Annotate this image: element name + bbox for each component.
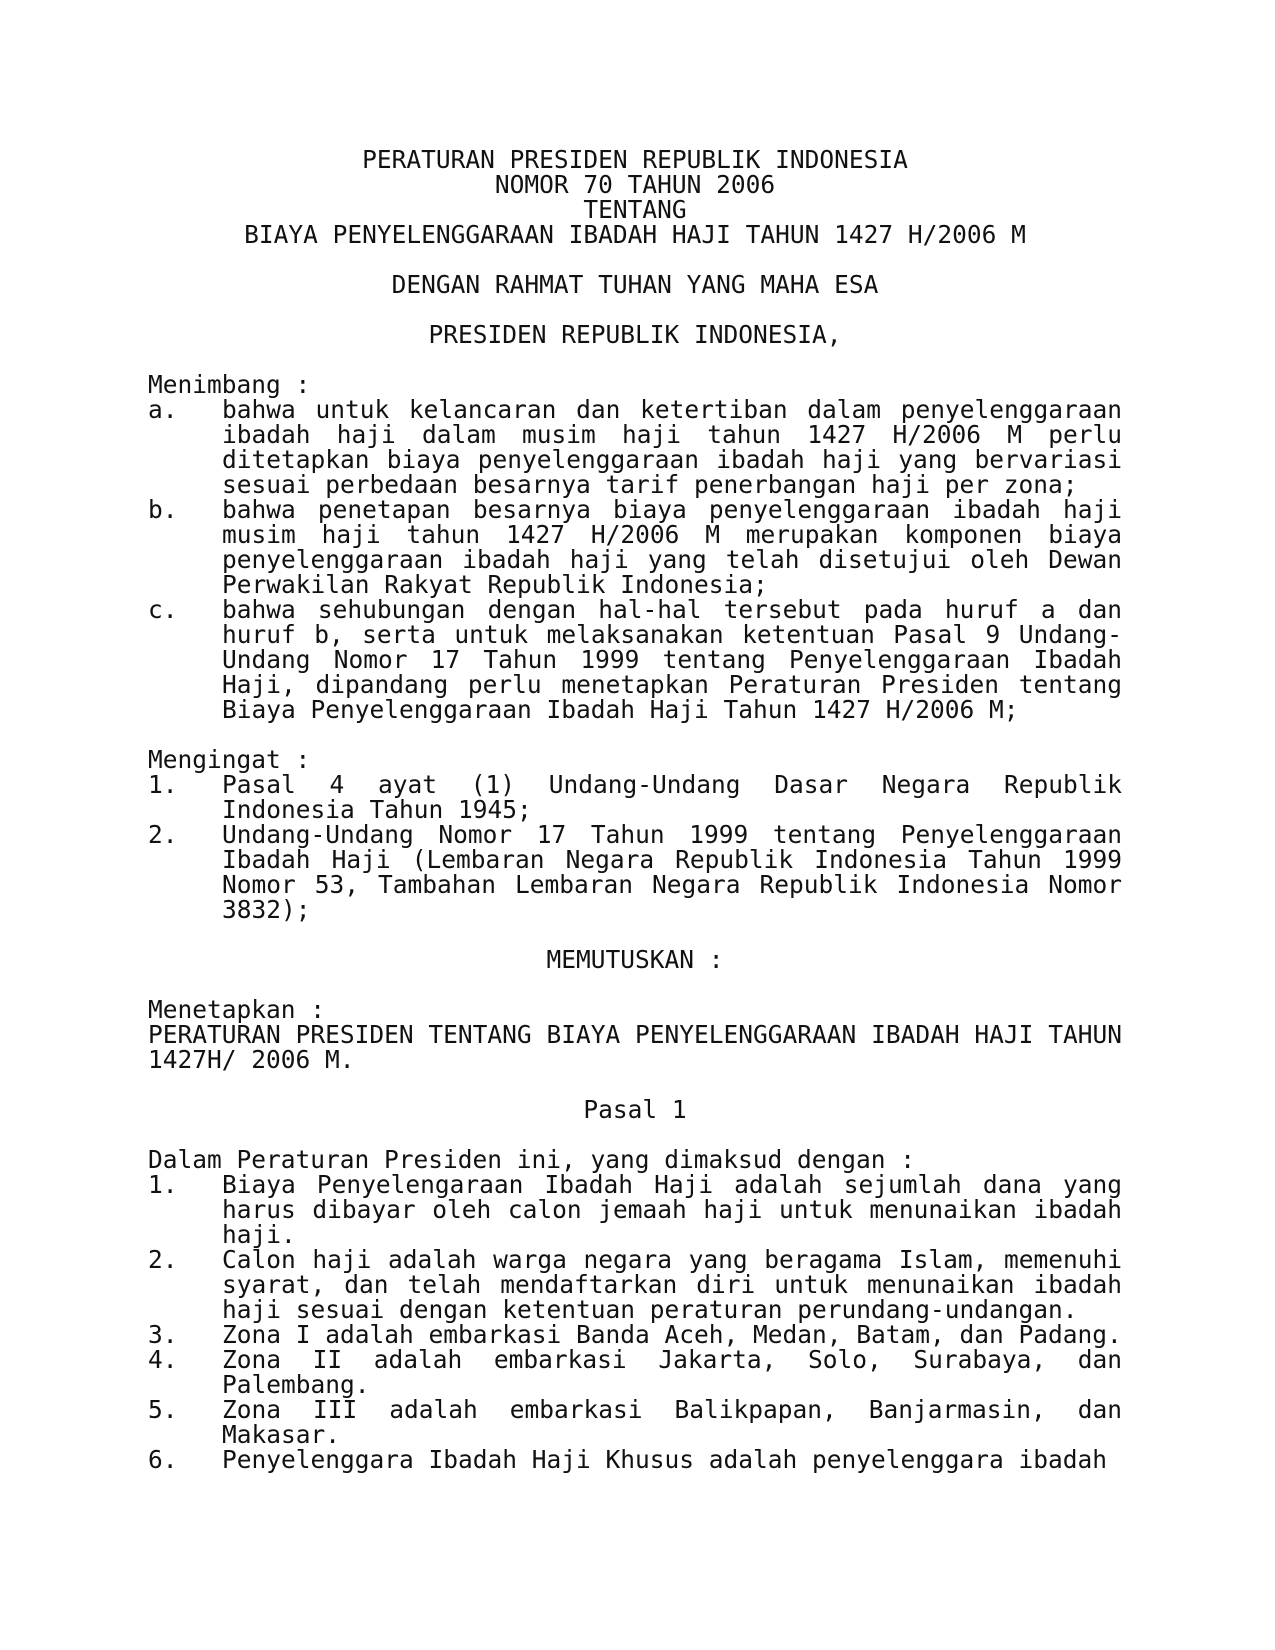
item-label: 6. [148,1445,178,1474]
menimbang-item [148,397,1122,497]
invocation: DENGAN RAHMAT TUHAN YANG MAHA ESA [391,270,879,299]
mengingat-heading: Mengingat : [148,745,311,774]
title-block [148,147,1122,247]
item-text: bahwa penetapan besarnya biaya penyelenggaraan ibadah haji musim haji tahun 1427 H/2006 M merupakan komponen biaya penyelenggaraan ibadah haji yang telah disetujui oleh Dewan Perwakilan Rakyat Republik Indonesia; [222,495,1122,599]
president-heading: PRESIDEN REPUBLIK INDONESIA, [428,320,842,349]
definition-item [148,1397,1122,1447]
memutuskan-heading: MEMUTUSKAN : [546,945,724,974]
item-label: 4. [148,1345,178,1374]
definition-item [148,1247,1122,1322]
item-text: bahwa sehubungan dengan hal-hal tersebut pada huruf a dan huruf b, serta untuk melaksanakan ketentuan Pasal 9 Undang-Undang Nomor 17 Tahun 1999 tentang Penyelenggaraan Ibadah Haji, dipandang perlu menetapkan Peraturan Presiden tentang Biaya Penyelenggaraan Ibadah Haji Tahun 1427 H/2006 M; [222,595,1122,724]
item-text: Zona II adalah embarkasi Jakarta, Solo, Surabaya, dan Palembang. [222,1345,1122,1399]
item-label: c. [148,595,178,624]
item-label: b. [148,495,178,524]
title-line-4: BIAYA PENYELENGGARAAN IBADAH HAJI TAHUN 1427 H/2006 M [244,220,1026,249]
menetapkan-text: PERATURAN PRESIDEN TENTANG BIAYA PENYELENGGARAAN IBADAH HAJI TAHUN 1427H/ 2006 M. [148,1020,1122,1074]
item-text: Zona I adalah embarkasi Banda Aceh, Medan, Batam, dan Padang. [222,1320,1122,1349]
item-label: 1. [148,770,178,799]
menetapkan-section [148,997,1122,1072]
mengingat-item [148,822,1122,922]
definition-item [148,1447,1122,1472]
item-text: Calon haji adalah warga negara yang beragama Islam, memenuhi syarat, dan telah mendaftarkan diri untuk menunaikan ibadah haji sesuai dengan ketentuan peraturan perundang-undangan. [222,1245,1122,1324]
item-text: bahwa untuk kelancaran dan ketertiban dalam penyelenggaraan ibadah haji dalam musim haji tahun 1427 H/2006 M perlu ditetapkan biaya penyelenggaraan ibadah haji yang bervariasi sesuai perbedaan besarnya tarif penerbangan haji per zona; [222,395,1122,499]
menimbang-item [148,497,1122,597]
item-label: a. [148,395,178,424]
menimbang-item [148,597,1122,722]
item-label: 5. [148,1395,178,1424]
mengingat-item [148,772,1122,822]
document-page [148,147,1122,1472]
definition-item [148,1172,1122,1247]
title-line-2: NOMOR 70 TAHUN 2006 [494,170,776,199]
item-text: Penyelenggara Ibadah Haji Khusus adalah penyelenggara ibadah [222,1445,1108,1474]
menimbang-heading: Menimbang : [148,370,311,399]
definition-item [148,1322,1122,1347]
menimbang-section [148,372,1122,722]
item-text: Zona III adalah embarkasi Balikpapan, Banjarmasin, dan Makasar. [222,1395,1122,1449]
mengingat-section [148,747,1122,922]
item-label: 1. [148,1170,178,1199]
menetapkan-heading: Menetapkan : [148,995,326,1024]
pasal-1-title: Pasal 1 [583,1095,687,1124]
title-line-3: TENTANG [583,195,687,224]
item-text: Biaya Penyelengaraan Ibadah Haji adalah sejumlah dana yang harus dibayar oleh calon jemaah haji untuk menunaikan ibadah haji. [222,1170,1122,1249]
definition-item [148,1347,1122,1397]
item-text: Undang-Undang Nomor 17 Tahun 1999 tentang Penyelenggaraan Ibadah Haji (Lembaran Negara Republik Indonesia Tahun 1999 Nomor 53, Tambahan Lembaran Negara Republik Indonesia Nomor 3832); [222,820,1122,924]
pasal-1-intro: Dalam Peraturan Presiden ini, yang dimaksud dengan : [148,1145,916,1174]
item-text: Pasal 4 ayat (1) Undang-Undang Dasar Negara Republik Indonesia Tahun 1945; [222,770,1122,824]
pasal-1-section [148,1147,1122,1472]
item-label: 2. [148,1245,178,1274]
item-label: 2. [148,820,178,849]
item-label: 3. [148,1320,178,1349]
title-line-1: PERATURAN PRESIDEN REPUBLIK INDONESIA [362,145,908,174]
